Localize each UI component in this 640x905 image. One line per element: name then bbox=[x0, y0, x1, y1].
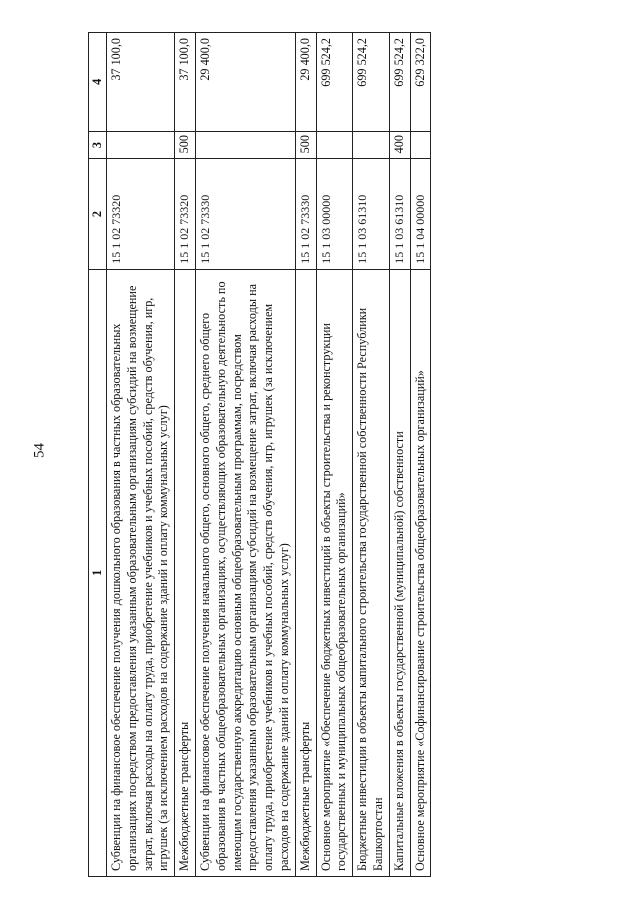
budget-table bbox=[88, 32, 431, 877]
row-expense-type bbox=[410, 131, 431, 159]
row-code: 15 1 03 61310 bbox=[353, 159, 390, 269]
row-code: 15 1 03 61310 bbox=[389, 159, 410, 269]
row-name: Основное мероприятие «Софинансирование строительства общеобразовательных организаций» bbox=[410, 269, 431, 876]
row-sum: 37 100,0 bbox=[175, 33, 196, 132]
table-row bbox=[316, 33, 353, 877]
table-row bbox=[353, 33, 390, 877]
header-col-3: 3 bbox=[89, 131, 107, 159]
row-name: Межбюджетные трансферты bbox=[175, 269, 196, 876]
row-code: 15 1 02 73330 bbox=[195, 159, 295, 269]
row-code: 15 1 02 73330 bbox=[295, 159, 316, 269]
header-col-1: 1 bbox=[89, 269, 107, 876]
table-row bbox=[107, 33, 175, 877]
table-row bbox=[195, 33, 295, 877]
row-expense-type bbox=[316, 131, 353, 159]
page-number: 54 bbox=[31, 443, 48, 458]
row-sum: 29 400,0 bbox=[295, 33, 316, 132]
budget-table-container bbox=[88, 32, 548, 877]
row-name: Субвенции на финансовое обеспечение получения дошкольного образования в частных образовательных организациях посредством предоставления указанным образовательным организациям субсидий на возмещение затрат, включая расходы на оплату труда, приобретение учебников и учебных пособий, средств обучения, игр, игрушек (за исключением расходов на содержание зданий и оплату коммунальных услуг) bbox=[107, 269, 175, 876]
row-name: Капитальные вложения в объекты государственной (муниципальной) собственности bbox=[389, 269, 410, 876]
row-expense-type bbox=[195, 131, 295, 159]
header-col-2: 2 bbox=[89, 159, 107, 269]
row-code: 15 1 02 73320 bbox=[175, 159, 196, 269]
row-code: 15 1 04 00000 bbox=[410, 159, 431, 269]
row-sum: 699 524,2 bbox=[316, 33, 353, 132]
row-expense-type bbox=[107, 131, 175, 159]
table-row bbox=[389, 33, 410, 877]
row-name: Межбюджетные трансферты bbox=[295, 269, 316, 876]
row-name: Бюджетные инвестиции в объекты капитального строительства государственной собственности Республики Башкортостан bbox=[353, 269, 390, 876]
row-expense-type: 400 bbox=[389, 131, 410, 159]
row-sum: 29 400,0 bbox=[195, 33, 295, 132]
row-sum: 37 100,0 bbox=[107, 33, 175, 132]
table-header-row bbox=[89, 33, 107, 877]
table-row bbox=[175, 33, 196, 877]
row-expense-type bbox=[353, 131, 390, 159]
row-code: 15 1 02 73320 bbox=[107, 159, 175, 269]
row-code: 15 1 03 00000 bbox=[316, 159, 353, 269]
header-col-4: 4 bbox=[89, 33, 107, 132]
row-sum: 699 524,2 bbox=[353, 33, 390, 132]
row-name: Субвенции на финансовое обеспечение получения начального общего, основного общего, среднего общего образования в частных общеобразовательных организациях, осуществляющих образовательную деятельность по имеющим государственную аккредитацию основным общеобразовательным программам, посредством предоставления указанным образовательным организациям субсидий на возмещение затрат, включая расходы на оплату труда, приобретение учебников и учебных пособий, средств обучения, игр, игрушек (за исключением расходов на содержание зданий и оплату коммунальных услуг) bbox=[195, 269, 295, 876]
table-row bbox=[410, 33, 431, 877]
row-name: Основное мероприятие «Обеспечение бюджетных инвестиций в объекты строительства и реконструкции государственных и муниципальных общеобразовательных организаций» bbox=[316, 269, 353, 876]
row-sum: 699 524,2 bbox=[389, 33, 410, 132]
row-expense-type: 500 bbox=[295, 131, 316, 159]
row-sum: 629 322,0 bbox=[410, 33, 431, 132]
table-row bbox=[295, 33, 316, 877]
row-expense-type: 500 bbox=[175, 131, 196, 159]
